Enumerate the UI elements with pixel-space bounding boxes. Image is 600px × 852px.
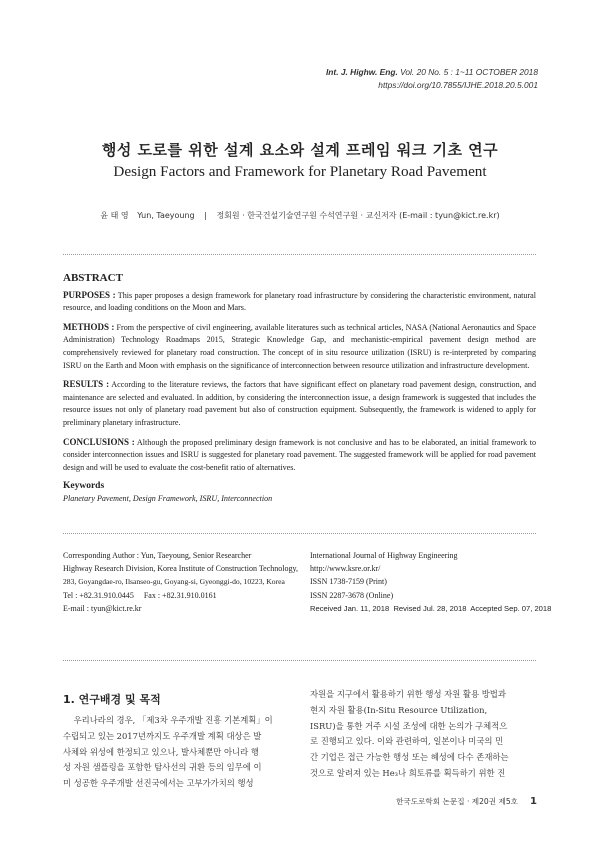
issn-online: ISSN 2287-3678 (Online) [310,590,394,600]
abstract-conclusions [63,436,536,475]
conclusions-text: Although the proposed preliminary design framework is not conclusive and has to be elaborated, an initial framework to consider interconnection issues and ISRU is suggested for planetary road pavement. The suggested framework will be applied for road pavement design and will be used to evaluate the cost-benefit ratio of alternatives. [63,437,536,472]
journal-info-block [310,549,552,615]
body-line: 로 진행되고 있다. 이와 관련하여, 일본이나 미국의 민 [310,736,504,747]
page-footer [396,796,537,807]
journal-citation [326,66,538,92]
corresponding-author-block [63,549,303,615]
title-korean: 행성 도로를 위한 설계 요소와 설계 프레임 워크 기초 연구 [101,141,499,159]
section-heading: 1. 연구배경 및 목적 [63,693,161,706]
corr-line-1: Corresponding Author : Yun, Taeyoung, Senior Researcher [63,551,252,560]
author-name-ko: 윤 태 영 [100,211,129,220]
footer-journal: 한국도로학회 논문집 · 제20권 제5호 [396,797,519,806]
issn-print: ISSN 1738-7159 (Print) [310,577,387,587]
corr-email[interactable]: E-mail : tyun@kict.re.kr [63,603,142,613]
abstract-heading: ABSTRACT [63,272,123,284]
body-line: 우리나라의 경우, 「제3차 우주개발 진흥 기본계획」이 [63,715,273,725]
methods-label: METHODS : [63,321,115,332]
abstract-methods [63,321,536,372]
body-line: 수립되고 있는 2017년까지도 우주개발 계획 대상은 발 [63,730,262,741]
conclusions-label: CONCLUSIONS : [63,436,135,447]
divider-middle [63,533,536,534]
divider-top [63,254,536,255]
abstract-results [63,378,536,429]
received-dates: Received Jan. 11, 2018 Revised Jul. 28, 2018 Accepted Sep. 07, 2018 [310,603,552,613]
journal-url[interactable]: http://www.ksre.or.kr/ [310,564,381,574]
methods-text: From the perspective of civil engineering, available literatures such as technical articles, NASA (National Aeronautics and Space Administration) Technology Roadmaps 2015, Strategic Knowledge Gap, and mechanistic-empirical pavement design method are comprehensively reviewed for planetary road construction. The concept of in situ resource utilization (ISRU) is re-interpreted by comparing ISRU on the Earth and Moon with emphasis on the significance of interconnection between resource utilization and infrastructure development. [63,322,536,370]
body-line: 미 성공한 우주개발 선진국에서는 고부가가치의 행성 [63,778,254,789]
purposes-label: PURPOSES : [63,289,116,300]
journal-volume: Vol. 20 No. 5 : 1~11 OCTOBER 2018 [397,67,538,77]
body-line: 간 기업은 접근 가능한 행성 또는 혜성에 다수 존재하는 [310,752,509,763]
keywords-list: Planetary Pavement, Design Framework, ISRU, Interconnection [63,493,273,503]
author-divider: | [204,211,207,220]
body-line: 자원을 지구에서 활용하기 위한 행성 자원 활용 방법과 [310,689,506,699]
page-number: 1 [530,796,537,807]
keywords-heading: Keywords [63,481,105,492]
purposes-text: This paper proposes a design framework for planetary road infrastructure by considering the characteristic environment, natural resource, and loading conditions on the Moon and Mars. [63,290,536,313]
results-label: RESULTS : [63,379,110,390]
body-column-right [310,687,537,782]
title-english: Design Factors and Framework for Planetary Road Pavement [113,163,487,180]
body-line: 사체와 위성에 한정되고 있으나, 발사체뿐만 아니라 행 [63,746,259,757]
body-line: 현지 자원 활용(In-Situ Resource Utilization, [310,704,488,715]
divider-bottom [63,660,536,661]
author-affiliation: 정회원 · 한국건설기술연구원 수석연구원 · 교신저자 (E-mail : tyun@kict.re.kr) [216,211,500,220]
doi-link[interactable]: https://doi.org/10.7855/IJHE.2018.20.5.001 [378,80,538,90]
author-name-en: Yun, Taeyoung [137,211,195,220]
corr-line-4: Tel : +82.31.910.0445 Fax : +82.31.910.0161 [63,590,217,600]
corr-line-3: 283, Goyangdae-ro, Ilsanseo-gu, Goyang-si, Gyeonggi-do, 10223, Korea [63,577,285,587]
journal-abbrev: Int. J. Highw. Eng. [325,67,398,77]
results-text: According to the literature reviews, the factors that have significant effect on planetary road pavement design, construction, and maintenance are selected and evaluated. In addition, by considering the interconnection issue, a design framework is suggested that includes the resource issues not only of planetary road pavement but also of construction equipment. Subsequently, the framework is widened to apply for preliminary planetary infrastructure. [63,380,537,427]
abstract-purposes [63,289,536,315]
author-line [0,210,600,221]
body-line: 것으로 알려져 있는 He₃나 희토류를 획득하기 위한 진 [310,767,506,778]
body-line: 성 자원 샘플링을 포함한 탐사선의 귀환 등의 임무에 이 [63,762,262,773]
body-column-left [63,713,293,792]
corr-line-2: Highway Research Division, Korea Institute of Construction Technology, [63,564,298,574]
abstract-section [63,272,536,506]
body-line: ISRU)을 통한 거주 시설 조성에 대한 논의가 구체적으 [310,720,508,731]
journal-name: International Journal of Highway Engineering [310,551,458,560]
